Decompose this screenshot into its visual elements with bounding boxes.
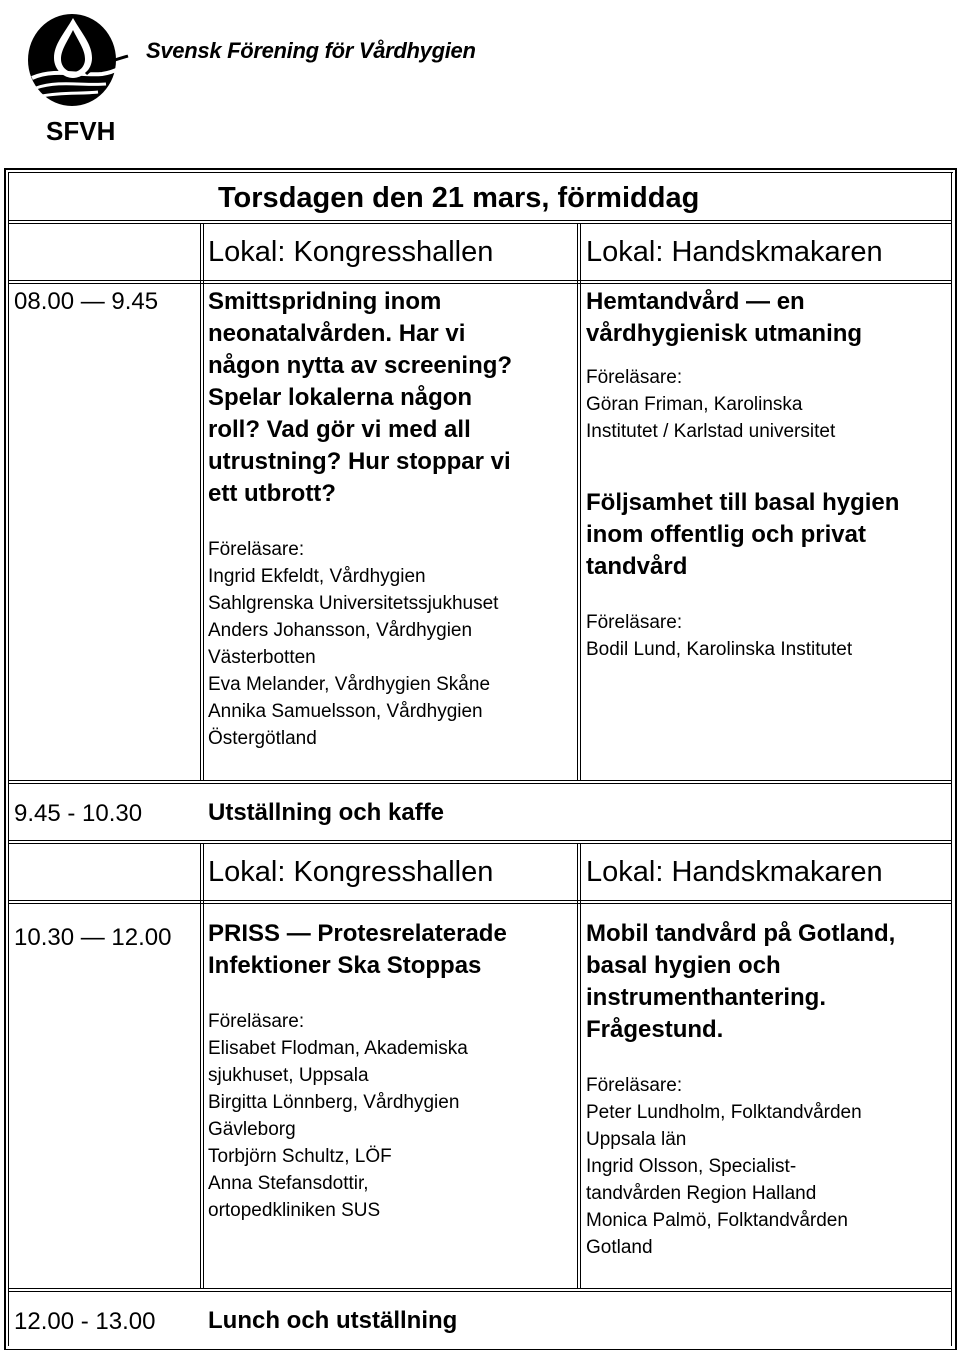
date-heading: Torsdagen den 21 mars, förmiddag — [218, 182, 700, 214]
speaker-label: Föreläsare: — [586, 612, 683, 633]
room-heading-kongresshallen: Lokal: Kongresshallen — [208, 236, 494, 268]
row-separator — [8, 220, 952, 221]
speaker-list: Elisabet Flodman, Akademiska sjukhuset, Uppsala Birgitta Lönnberg, Vårdhygien Gävleborg Torbjörn Schultz, LÖF Anna Stefansdottir, ortopedkliniken SUS — [208, 1038, 468, 1221]
session-title: Smittspridning inom neonatalvården. Har vi någon nytta av screening? Spelar lokalerna någon roll? Vad gör vi med all utrustning? Hur stoppar vi ett utbrott? — [208, 288, 513, 507]
room-heading-handskmakaren: Lokal: Handskmakaren — [586, 856, 883, 888]
column-separator — [200, 843, 201, 1288]
row-separator — [8, 903, 952, 904]
organization-name: Svensk Förening för Vårdhygien — [146, 38, 476, 63]
column-separator — [203, 843, 204, 1288]
session-kongresshallen-1 — [208, 286, 576, 752]
sfvh-logo — [24, 8, 584, 146]
row-separator — [8, 843, 952, 844]
speaker-list: Peter Lundholm, Folktandvården Uppsala län Ingrid Olsson, Specialist- tandvården Region Halland Monica Palmö, Folktandvården Gotland — [586, 1102, 862, 1258]
organization-abbreviation: SFVH — [46, 116, 116, 146]
session-time: 08.00 — 9.45 — [14, 288, 159, 315]
break-label: Utställning och kaffe — [208, 799, 445, 826]
break-time: 9.45 - 10.30 — [14, 800, 143, 827]
session-handskmakaren-2 — [586, 918, 952, 1261]
column-separator — [200, 223, 201, 780]
speaker-label: Föreläsare: — [208, 1011, 305, 1032]
table-inner-left — [8, 172, 9, 1346]
speaker-label: Föreläsare: — [586, 1075, 683, 1096]
session-title: PRISS — Protesrelaterade Infektioner Ska Stoppas — [208, 920, 507, 979]
speaker-list: Bodil Lund, Karolinska Institutet — [586, 639, 853, 660]
row-separator — [8, 280, 952, 281]
break-label: Lunch och utställning — [208, 1307, 458, 1334]
row-separator — [8, 900, 952, 901]
table-border-left — [4, 168, 6, 1350]
column-separator — [580, 843, 581, 1288]
row-separator — [8, 283, 952, 284]
row-separator — [8, 840, 952, 841]
session-time: 10.30 — 12.00 — [14, 924, 172, 951]
row-separator — [8, 783, 952, 784]
table-border-bottom — [4, 1349, 957, 1350]
speaker-list: Ingrid Ekfeldt, Vårdhygien Sahlgrenska Universitetssjukhuset Anders Johansson, Vårdhygien Västerbotten Eva Melander, Vårdhygien Skåne Annika Samuelsson, Vårdhygien Östergötland — [208, 566, 499, 749]
speaker-label: Föreläsare: — [586, 367, 683, 388]
drop-hand-icon — [24, 8, 139, 113]
session-kongresshallen-2 — [208, 918, 576, 1224]
speaker-list: Göran Friman, Karolinska Institutet / Karlstad universitet — [586, 394, 836, 442]
column-separator — [577, 843, 578, 1288]
session-title: Mobil tandvård på Gotland, basal hygien och instrumenthantering. Frågestund. — [586, 920, 896, 1043]
row-separator — [8, 223, 952, 224]
column-separator — [203, 223, 204, 780]
session-handskmakaren-1 — [586, 286, 952, 663]
row-separator — [8, 1291, 952, 1292]
table-border-right — [955, 168, 957, 1350]
table-border-top — [4, 168, 957, 170]
session-title: Följsamhet till basal hygien inom offentlig och privat tandvård — [586, 489, 900, 580]
room-heading-kongresshallen: Lokal: Kongresshallen — [208, 856, 494, 888]
schedule-table — [4, 168, 957, 1350]
speaker-label: Föreläsare: — [208, 539, 305, 560]
row-separator — [8, 1288, 952, 1289]
column-separator — [577, 223, 578, 780]
table-inner-top — [8, 172, 953, 173]
session-title: Hemtandvård — en vårdhygienisk utmaning — [586, 288, 863, 347]
row-separator — [8, 780, 952, 781]
column-separator — [580, 223, 581, 780]
break-time: 12.00 - 13.00 — [14, 1308, 156, 1335]
room-heading-handskmakaren: Lokal: Handskmakaren — [586, 236, 883, 268]
